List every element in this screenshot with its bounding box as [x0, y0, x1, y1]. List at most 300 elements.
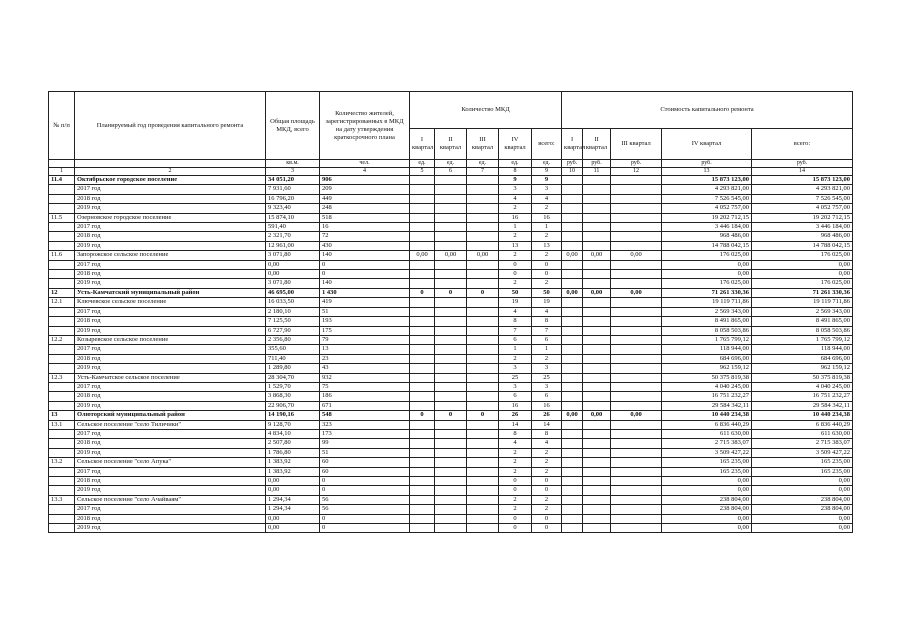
table-cell: [435, 524, 467, 533]
table-cell: 11.4: [49, 176, 75, 185]
table-cell: 0,00: [266, 514, 320, 523]
table-cell: 50: [532, 288, 562, 297]
table-cell: [583, 392, 611, 401]
table-cell: 2: [499, 495, 532, 504]
header-cost: Стоимость капитального ремонта: [562, 92, 853, 129]
table-cell: [583, 524, 611, 533]
header-area: Общая площадь МКД, всего: [266, 92, 320, 160]
column-number-cell: 3: [266, 168, 320, 176]
table-cell: [562, 213, 583, 222]
table-cell: 140: [320, 279, 410, 288]
table-cell: 46 695,00: [266, 288, 320, 297]
table-cell: 0: [499, 514, 532, 523]
table-cell: [562, 364, 583, 373]
table-cell: 591,40: [266, 223, 320, 232]
table-cell: [410, 373, 435, 382]
table-row: [49, 335, 853, 344]
column-number-cell: 1: [49, 168, 75, 176]
table-cell: [611, 241, 662, 250]
table-cell: 430: [320, 241, 410, 250]
table-cell: 968 486,00: [752, 232, 853, 241]
table-cell: 6 836 440,29: [662, 420, 752, 429]
table-cell: [410, 524, 435, 533]
table-cell: 962 159,12: [752, 364, 853, 373]
table-cell: [583, 486, 611, 495]
table-cell: 1: [499, 223, 532, 232]
table-row: [49, 326, 853, 335]
table-cell: [435, 364, 467, 373]
table-cell: [562, 260, 583, 269]
table-cell: 2017 год: [75, 260, 266, 269]
table-cell: 12.1: [49, 298, 75, 307]
table-cell: 1 383,92: [266, 458, 320, 467]
table-cell: 2: [499, 467, 532, 476]
table-cell: 118 944,00: [752, 345, 853, 354]
table-cell: [611, 213, 662, 222]
table-cell: [467, 270, 499, 279]
table-cell: [583, 279, 611, 288]
table-cell: 16: [532, 213, 562, 222]
table-cell: [49, 326, 75, 335]
table-cell: 51: [320, 448, 410, 457]
table-cell: [583, 373, 611, 382]
table-cell: Козыревское сельское поселение: [75, 335, 266, 344]
table-cell: [467, 373, 499, 382]
table-cell: 1 786,80: [266, 448, 320, 457]
table-cell: 29 584 342,11: [662, 401, 752, 410]
table-row: [49, 345, 853, 354]
table-cell: [435, 505, 467, 514]
table-cell: [410, 382, 435, 391]
table-cell: 6: [499, 335, 532, 344]
table-cell: [435, 241, 467, 250]
table-cell: 4: [532, 439, 562, 448]
table-cell: [562, 241, 583, 250]
table-cell: [49, 307, 75, 316]
table-cell: 0: [532, 477, 562, 486]
table-cell: 1 289,80: [266, 364, 320, 373]
header-q2: II квартал: [435, 129, 467, 160]
table-cell: 2017 год: [75, 505, 266, 514]
table-cell: 2: [532, 204, 562, 213]
table-cell: 13: [499, 241, 532, 250]
table-row: [49, 298, 853, 307]
table-cell: [435, 392, 467, 401]
table-cell: [562, 448, 583, 457]
table-row: [49, 213, 853, 222]
table-cell: 0: [435, 288, 467, 297]
table-cell: 8: [532, 429, 562, 438]
table-row: [49, 420, 853, 429]
table-cell: Сельское поселение "село Ачайваям": [75, 495, 266, 504]
table-cell: [562, 505, 583, 514]
column-number-cell: 6: [435, 168, 467, 176]
table-cell: [410, 194, 435, 203]
table-cell: [410, 260, 435, 269]
column-number-cell: 12: [611, 168, 662, 176]
table-cell: [611, 364, 662, 373]
table-cell: [410, 354, 435, 363]
table-cell: [435, 420, 467, 429]
table-row: [49, 467, 853, 476]
table-cell: [467, 204, 499, 213]
table-cell: 8 058 503,86: [662, 326, 752, 335]
table-cell: 72: [320, 232, 410, 241]
table-cell: 0,00: [266, 260, 320, 269]
table-cell: 0: [320, 270, 410, 279]
table-cell: 12.2: [49, 335, 75, 344]
table-cell: [49, 505, 75, 514]
table-cell: 22 906,70: [266, 401, 320, 410]
table-row: [49, 232, 853, 241]
table-cell: [583, 185, 611, 194]
table-cell: 0,00: [562, 411, 583, 420]
table-cell: [49, 270, 75, 279]
table-cell: [611, 392, 662, 401]
table-cell: [410, 477, 435, 486]
table-cell: 3: [499, 382, 532, 391]
column-number-cell: 4: [320, 168, 410, 176]
table-cell: [611, 176, 662, 185]
table-cell: [435, 345, 467, 354]
table-cell: [49, 204, 75, 213]
table-cell: 0: [320, 486, 410, 495]
table-cell: [467, 420, 499, 429]
table-cell: 29 584 342,11: [752, 401, 853, 410]
column-number-cell: 9: [532, 168, 562, 176]
table-cell: 11.6: [49, 251, 75, 260]
table-cell: 0: [467, 288, 499, 297]
table-cell: 12 961,00: [266, 241, 320, 250]
table-cell: 0,00: [266, 477, 320, 486]
table-cell: 0: [499, 260, 532, 269]
table-cell: 176 025,00: [752, 279, 853, 288]
table-cell: [583, 326, 611, 335]
table-cell: 2: [532, 458, 562, 467]
unit-cell: ед.: [410, 160, 435, 168]
table-cell: 2019 год: [75, 401, 266, 410]
table-cell: 14 788 042,15: [662, 241, 752, 250]
table-cell: [583, 458, 611, 467]
table-cell: [562, 382, 583, 391]
table-cell: 140: [320, 251, 410, 260]
table-cell: [583, 317, 611, 326]
table-cell: 56: [320, 505, 410, 514]
table-row: [49, 505, 853, 514]
table-cell: 0,00: [752, 260, 853, 269]
unit-cell: ед.: [467, 160, 499, 168]
table-cell: 611 630,00: [752, 429, 853, 438]
table-cell: [410, 458, 435, 467]
unit-cell: руб.: [583, 160, 611, 168]
table-cell: [562, 326, 583, 335]
table-cell: [49, 364, 75, 373]
table-cell: [611, 354, 662, 363]
table-cell: [611, 307, 662, 316]
table-cell: [435, 458, 467, 467]
table-row: [49, 373, 853, 382]
table-cell: [410, 307, 435, 316]
table-cell: [49, 232, 75, 241]
table-cell: 3: [532, 364, 562, 373]
unit-cell: руб.: [752, 160, 853, 168]
table-cell: [611, 317, 662, 326]
table-cell: 0,00: [611, 251, 662, 260]
table-row: [49, 307, 853, 316]
table-cell: [562, 401, 583, 410]
table-cell: 2 715 383,07: [752, 439, 853, 448]
table-cell: 2017 год: [75, 223, 266, 232]
table-cell: [562, 486, 583, 495]
table-cell: 3: [499, 364, 532, 373]
table-cell: 0: [320, 260, 410, 269]
table-cell: 671: [320, 401, 410, 410]
header-cost-q4: IV квартал: [662, 129, 752, 160]
table-cell: 1: [499, 345, 532, 354]
table-cell: 6: [532, 392, 562, 401]
table-cell: [467, 194, 499, 203]
units-row: [49, 160, 853, 168]
table-row: [49, 495, 853, 504]
unit-cell: чел.: [320, 160, 410, 168]
unit-cell: [49, 160, 75, 168]
table-cell: [410, 345, 435, 354]
table-cell: [435, 373, 467, 382]
table-cell: 0: [467, 411, 499, 420]
table-cell: 3 509 427,22: [752, 448, 853, 457]
table-cell: 7 125,50: [266, 317, 320, 326]
table-cell: [49, 401, 75, 410]
table-cell: 2017 год: [75, 429, 266, 438]
table-cell: [583, 241, 611, 250]
table-cell: [611, 382, 662, 391]
table-cell: [49, 514, 75, 523]
table-cell: 0,00: [266, 524, 320, 533]
table-cell: 25: [532, 373, 562, 382]
table-cell: [49, 382, 75, 391]
table-cell: [467, 176, 499, 185]
table-cell: 16 751 232,27: [662, 392, 752, 401]
table-cell: [562, 392, 583, 401]
table-cell: 2: [532, 279, 562, 288]
table-cell: 165 235,00: [752, 458, 853, 467]
table-cell: 3: [499, 185, 532, 194]
table-cell: [435, 213, 467, 222]
table-cell: 548: [320, 411, 410, 420]
table-cell: [562, 495, 583, 504]
table-cell: 13.1: [49, 420, 75, 429]
table-cell: [562, 458, 583, 467]
table-cell: [583, 429, 611, 438]
table-cell: [467, 279, 499, 288]
table-cell: 34 051,20: [266, 176, 320, 185]
table-cell: 0,00: [752, 486, 853, 495]
table-cell: [410, 279, 435, 288]
table-cell: 0: [532, 486, 562, 495]
table-cell: [435, 354, 467, 363]
table-cell: [467, 232, 499, 241]
table-cell: Олюторский муниципальный район: [75, 411, 266, 420]
table-cell: [49, 317, 75, 326]
table-cell: 1 383,92: [266, 467, 320, 476]
table-cell: 2019 год: [75, 326, 266, 335]
table-cell: 0: [410, 288, 435, 297]
table-cell: [467, 223, 499, 232]
table-cell: 13.3: [49, 495, 75, 504]
table-cell: [583, 223, 611, 232]
table-cell: 28 304,70: [266, 373, 320, 382]
table-cell: Усть-Камчатское сельское поселение: [75, 373, 266, 382]
column-numbers-row: [49, 168, 853, 176]
table-cell: [562, 514, 583, 523]
table-cell: [410, 317, 435, 326]
table-cell: 3 868,30: [266, 392, 320, 401]
table-cell: [435, 204, 467, 213]
table-cell: 56: [320, 495, 410, 504]
unit-cell: руб.: [562, 160, 583, 168]
table-cell: 99: [320, 439, 410, 448]
table-cell: 2018 год: [75, 317, 266, 326]
table-cell: 4: [532, 307, 562, 316]
table-cell: 2019 год: [75, 279, 266, 288]
table-cell: 0: [499, 477, 532, 486]
table-row: [49, 354, 853, 363]
table-cell: 1 294,34: [266, 505, 320, 514]
column-number-cell: 7: [467, 168, 499, 176]
table-cell: [562, 439, 583, 448]
table-cell: [49, 477, 75, 486]
table-cell: [410, 514, 435, 523]
table-cell: 8 491 865,00: [752, 317, 853, 326]
table-cell: [435, 477, 467, 486]
column-number-cell: 2: [75, 168, 266, 176]
table-cell: 2017 год: [75, 307, 266, 316]
table-cell: 611 630,00: [662, 429, 752, 438]
table-cell: 8 058 503,86: [752, 326, 853, 335]
table-cell: [49, 439, 75, 448]
table-cell: [583, 495, 611, 504]
table-cell: [410, 270, 435, 279]
table-cell: 9 323,40: [266, 204, 320, 213]
table-cell: [562, 373, 583, 382]
table-cell: [562, 270, 583, 279]
table-cell: [611, 448, 662, 457]
table-cell: [435, 307, 467, 316]
table-cell: [435, 298, 467, 307]
table-cell: [410, 185, 435, 194]
table-cell: 2: [499, 458, 532, 467]
table-cell: 0,00: [562, 288, 583, 297]
table-cell: 16 751 232,27: [752, 392, 853, 401]
header-residents: Количество жителей, зарегистрированных в МКД на дату утверждения краткосрочного плана: [320, 92, 410, 160]
table-cell: 3 071,80: [266, 279, 320, 288]
table-row: [49, 204, 853, 213]
table-cell: 50 375 819,38: [662, 373, 752, 382]
table-cell: [467, 382, 499, 391]
table-cell: 16: [499, 213, 532, 222]
table-cell: 2019 год: [75, 204, 266, 213]
table-cell: [611, 260, 662, 269]
table-cell: 8 491 865,00: [662, 317, 752, 326]
table-cell: [611, 326, 662, 335]
table-cell: [410, 448, 435, 457]
table-cell: 165 235,00: [662, 467, 752, 476]
table-cell: 0,00: [266, 270, 320, 279]
table-cell: 7 526 545,00: [752, 194, 853, 203]
table-cell: 2: [532, 354, 562, 363]
table-cell: [611, 477, 662, 486]
table-cell: [410, 495, 435, 504]
table-cell: [611, 223, 662, 232]
table-cell: [583, 260, 611, 269]
header-num: № п/п: [49, 92, 75, 160]
table-cell: [611, 298, 662, 307]
table-cell: [49, 354, 75, 363]
table-cell: 3 446 184,00: [752, 223, 853, 232]
table-row: [49, 439, 853, 448]
header-cost-q3: III квартал: [611, 129, 662, 160]
table-cell: 0,00: [583, 411, 611, 420]
table-row: [49, 241, 853, 250]
header-mkd-count: Количество МКД: [410, 92, 562, 129]
table-cell: 2: [532, 495, 562, 504]
table-cell: [611, 279, 662, 288]
table-cell: Сельское поселение "село Тиличики": [75, 420, 266, 429]
table-cell: 0,00: [662, 486, 752, 495]
table-cell: 4 040 245,00: [662, 382, 752, 391]
table-cell: [49, 486, 75, 495]
table-cell: [467, 260, 499, 269]
table-cell: 0,00: [611, 288, 662, 297]
unit-cell: руб.: [662, 160, 752, 168]
table-cell: [435, 448, 467, 457]
table-cell: 13: [320, 345, 410, 354]
table-cell: 2018 год: [75, 514, 266, 523]
table-cell: [562, 345, 583, 354]
table-cell: [562, 194, 583, 203]
table-cell: 0: [435, 411, 467, 420]
table-cell: 3 509 427,22: [662, 448, 752, 457]
unit-cell: [75, 160, 266, 168]
table-cell: 684 696,00: [662, 354, 752, 363]
column-number-cell: 5: [410, 168, 435, 176]
table-cell: [435, 194, 467, 203]
table-row: [49, 411, 853, 420]
table-cell: 2: [499, 251, 532, 260]
table-cell: [562, 420, 583, 429]
table-cell: 711,40: [266, 354, 320, 363]
table-cell: [562, 232, 583, 241]
table-cell: [583, 307, 611, 316]
table-cell: [611, 524, 662, 533]
table-cell: [562, 223, 583, 232]
table-cell: [467, 317, 499, 326]
table-cell: [435, 279, 467, 288]
table-row: [49, 270, 853, 279]
table-cell: 2018 год: [75, 392, 266, 401]
table-cell: 355,60: [266, 345, 320, 354]
table-body: [49, 176, 853, 533]
table-cell: 15 874,10: [266, 213, 320, 222]
table-cell: [562, 176, 583, 185]
table-cell: [611, 439, 662, 448]
table-cell: 16: [499, 401, 532, 410]
table-cell: 79: [320, 335, 410, 344]
table-cell: 0,00: [583, 288, 611, 297]
header-cost-q1: I квартал: [562, 129, 583, 160]
table-cell: 2: [532, 505, 562, 514]
table-cell: 518: [320, 213, 410, 222]
